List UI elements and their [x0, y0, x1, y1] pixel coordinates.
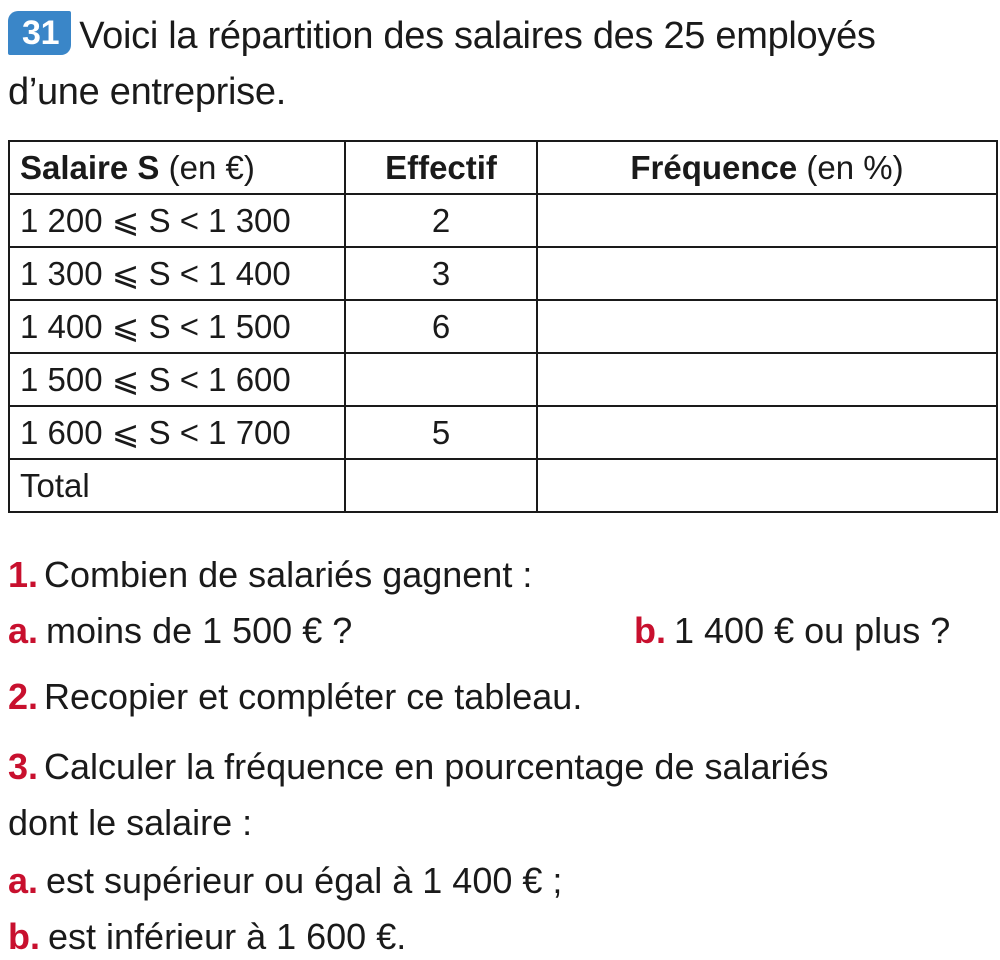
- question-1b: [634, 610, 950, 652]
- question-3-number: 3.: [8, 746, 39, 787]
- question-3-text-line-1: Calculer la fréquence en pourcentage de salariés: [44, 746, 829, 787]
- header-count: [345, 141, 537, 194]
- question-2-text: Recopier et compléter ce tableau.: [44, 676, 583, 717]
- question-3a: [8, 860, 562, 902]
- salary-range-cell: 1 400 ⩽ S < 1 500: [9, 300, 345, 353]
- header-frequency: [537, 141, 997, 194]
- header-frequency-label: Fréquence: [630, 148, 798, 186]
- question-3-line-2: [8, 802, 252, 844]
- question-3b-text: est inférieur à 1 600 €.: [48, 916, 407, 957]
- salary-range-cell: 1 500 ⩽ S < 1 600: [9, 353, 345, 406]
- header-count-label: Effectif: [385, 148, 497, 186]
- total-label-cell: Total: [9, 459, 345, 512]
- count-cell: [345, 353, 537, 406]
- intro-line-2: d’une entreprise.: [8, 71, 286, 113]
- salary-range-cell: 1 200 ⩽ S < 1 300: [9, 194, 345, 247]
- count-cell: 6: [345, 300, 537, 353]
- count-cell: 5: [345, 406, 537, 459]
- frequency-cell: [537, 194, 997, 247]
- question-3b-label: b.: [8, 916, 40, 957]
- table-row: [9, 194, 997, 247]
- salary-table: [8, 140, 998, 513]
- question-3b: [8, 916, 406, 958]
- frequency-cell: [537, 353, 997, 406]
- question-1a-label: a.: [8, 610, 39, 651]
- salary-range-cell: 1 300 ⩽ S < 1 400: [9, 247, 345, 300]
- question-1-text: Combien de salariés gagnent :: [44, 554, 533, 595]
- question-3a-label: a.: [8, 860, 39, 901]
- table-total-row: [9, 459, 997, 512]
- question-1: [8, 554, 532, 596]
- salary-range-cell: 1 600 ⩽ S < 1 700: [9, 406, 345, 459]
- question-1b-label: b.: [634, 610, 666, 651]
- count-cell: 3: [345, 247, 537, 300]
- header-frequency-unit: (en %): [806, 148, 904, 186]
- table-row: [9, 247, 997, 300]
- question-2: [8, 676, 582, 718]
- question-1a-text: moins de 1 500 € ?: [46, 610, 353, 651]
- exercise-number-badge: 31: [8, 11, 71, 55]
- header-salary: [9, 141, 345, 194]
- table-row: [9, 300, 997, 353]
- question-1b-text: 1 400 € ou plus ?: [674, 610, 951, 651]
- total-frequency-cell: [537, 459, 997, 512]
- header-salary-unit: (en €): [168, 148, 255, 186]
- question-3: [8, 746, 829, 788]
- intro-line-1: Voici la répartition des salaires des 25 employés: [79, 15, 876, 57]
- question-1a: [8, 610, 352, 652]
- frequency-cell: [537, 300, 997, 353]
- frequency-cell: [537, 406, 997, 459]
- count-cell: 2: [345, 194, 537, 247]
- exercise-intro: [8, 8, 998, 120]
- question-2-number: 2.: [8, 676, 39, 717]
- frequency-cell: [537, 247, 997, 300]
- total-count-cell: [345, 459, 537, 512]
- table-row: [9, 353, 997, 406]
- question-3-text-line-2: dont le salaire :: [8, 802, 253, 843]
- header-salary-label: Salaire S: [20, 148, 160, 186]
- table-row: [9, 406, 997, 459]
- question-3a-text: est supérieur ou égal à 1 400 € ;: [46, 860, 563, 901]
- question-1-number: 1.: [8, 554, 39, 595]
- table-header-row: [9, 141, 997, 194]
